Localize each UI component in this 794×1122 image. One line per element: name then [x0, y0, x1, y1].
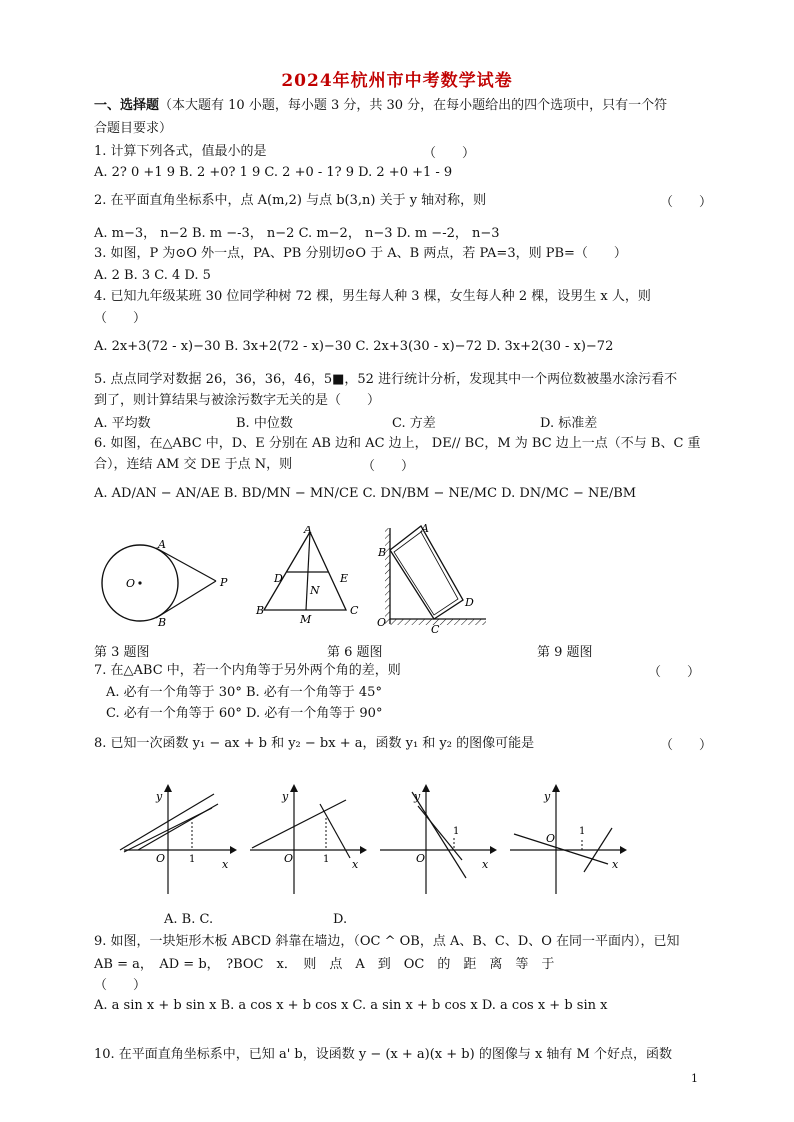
graph-b-origin: O	[284, 852, 294, 865]
q5-stem-2: 到了，则计算结果与被涂污数字无关的是（ ）	[94, 393, 381, 408]
q5-option-b: B. 中位数	[236, 416, 293, 431]
q8-option-labels-abc: A. B. C.	[164, 912, 214, 927]
q1-options: A. 2? 0 +1 9 B. 2 +0? 1 9 C. 2 +0 - 1? 9 D. 2 +0 +1 - 9	[94, 165, 453, 180]
q7-options-cd: C. 必有一个角等于 60° D. 必有一个角等于 90°	[106, 706, 383, 721]
graph-c-y: y	[414, 790, 421, 803]
fig3-label-b: B	[158, 616, 167, 628]
q7-answer-paren: （ ）	[648, 665, 701, 680]
fig9-label-c: C	[431, 623, 440, 635]
fig6-label-m: M	[300, 613, 312, 626]
section-desc-2: 合题目要求）	[94, 121, 173, 136]
graph-a-one: 1	[189, 854, 196, 865]
fig6-label-e: E	[340, 572, 349, 585]
fig3-caption: 第 3 题图	[94, 645, 150, 660]
graph-b-x: x	[352, 858, 359, 871]
graph-c-x: x	[482, 858, 489, 871]
fig6-label-a: A	[304, 526, 312, 536]
q4-options: A. 2x+3(72 - x)−30 B. 3x+2(72 - x)−30 C. 2x+3(30 - x)−72 D. 3x+2(30 - x)−72	[94, 339, 614, 354]
q9-stem-3: （ ）	[94, 978, 147, 993]
graph-d-one: 1	[579, 826, 586, 837]
q8-answer-paren: （ ）	[660, 738, 713, 753]
q9-stem-2: AB = a， AD = b， ?BOC x． 则 点 A 到 OC 的 距 离 等 于	[94, 957, 555, 972]
q5-option-d: D. 标准差	[540, 416, 598, 431]
fig3-label-o: O	[126, 577, 136, 590]
fig6-label-b: B	[256, 604, 265, 617]
q8-graph-a	[118, 782, 238, 897]
q6-stem-1: 6. 如图，在△ABC 中，D、E 分别在 AB 边和 AC 边上， DE// BC，M 为 BC 边上一点（不与 B、C 重	[94, 436, 701, 451]
graph-c-origin: O	[416, 852, 426, 865]
q8-graph-d	[508, 782, 628, 897]
q8-option-label-d: D.	[333, 912, 348, 927]
q5-option-c: C. 方差	[392, 416, 436, 431]
section-heading: 一、选择题	[94, 98, 160, 113]
graph-a-y: y	[156, 790, 163, 803]
q10-stem: 10. 在平面直角坐标系中，已知 a' b，设函数 y − (x + a)(x + b) 的图像与 x 轴有 M 个好点，函数	[94, 1047, 672, 1062]
q6-stem-2: 合），连结 AM 交 DE 于点 N，则	[94, 457, 293, 472]
fig9-label-o: O	[377, 616, 387, 629]
fig9-label-b: B	[378, 546, 387, 559]
q2-stem: 2. 在平面直角坐标系中，点 A(m,2) 与点 b(3,n) 关于 y 轴对称，则	[94, 193, 487, 208]
fig3-label-p: P	[220, 576, 228, 589]
figure-6	[254, 526, 374, 626]
fig3-label-a: A	[158, 538, 166, 551]
q1-answer-paren: （ ）	[423, 146, 476, 161]
q6-answer-paren: （ ）	[362, 459, 415, 474]
graph-b-one: 1	[323, 854, 330, 865]
q9-options: A. a sin x + b sin x B. a cos x + b cos x C. a sin x + b cos x D. a cos x + b sin x	[94, 998, 608, 1013]
fig9-label-d: D	[465, 596, 474, 609]
graph-d-x: x	[612, 858, 619, 871]
fig9-caption: 第 9 题图	[537, 645, 593, 660]
graph-d-y: y	[544, 790, 551, 803]
q5-stem-1: 5. 点点同学对数据 26，36，36，46，5■，52 进行统计分析，发现其中一个两位数被墨水涂污看不	[94, 372, 678, 387]
q4-stem-2: （ ）	[94, 311, 147, 326]
fig6-label-d: D	[274, 572, 283, 585]
graph-b-y: y	[282, 790, 289, 803]
q7-stem: 7. 在△ABC 中，若一个内角等于另外两个角的差，则	[94, 663, 401, 678]
q4-stem-1: 4. 已知九年级某班 30 位同学种树 72 棵，男生每人种 3 棵，女生每人种 2 棵，设男生 x 人，则	[94, 289, 651, 304]
fig6-label-c: C	[350, 604, 359, 617]
q8-graph-c	[378, 782, 498, 897]
q2-answer-paren: （ ）	[660, 195, 713, 210]
graph-a-origin: O	[156, 852, 166, 865]
q3-stem: 3. 如图，P 为⊙O 外一点，PA、PB 分别切⊙O 于 A、B 两点，若 PA=3，则 PB=（ ）	[94, 246, 627, 261]
fig9-label-a: A	[421, 522, 429, 535]
q5-option-a: A. 平均数	[94, 416, 151, 431]
q1-stem: 1. 计算下列各式，值最小的是	[94, 144, 267, 159]
graph-d-origin: O	[546, 832, 556, 845]
section-desc-1: （本大题有 10 小题，每小题 3 分，共 30 分，在每小题给出的四个选项中，只有一个符	[159, 98, 668, 113]
q9-stem-1: 9. 如图，一块矩形木板 ABCD 斜靠在墙边，（OC ^ OB，点 A、B、C、D、O 在同一平面内），已知	[94, 934, 680, 949]
exam-title: 2024年杭州市中考数学试卷	[281, 71, 513, 91]
graph-a-x: x	[222, 858, 229, 871]
figure-9	[375, 520, 495, 635]
q8-graph-b	[248, 782, 368, 897]
q6-options: A. AD/AN − AN/AE B. BD/MN − MN/CE C. DN/BM − NE/MC D. DN/MC − NE/BM	[94, 486, 637, 501]
q7-options-ab: A. 必有一个角等于 30° B. 必有一个角等于 45°	[106, 685, 382, 700]
q3-options: A. 2 B. 3 C. 4 D. 5	[94, 268, 211, 283]
figure-3	[98, 538, 238, 628]
page-number: 1	[691, 1072, 698, 1085]
fig6-label-n: N	[310, 584, 320, 597]
section-intro	[94, 96, 667, 116]
q2-options: A. m−3， n−2 B. m −-3， n−2 C. m−2， n−3 D. m −-2， n−3	[94, 226, 500, 241]
graph-c-one: 1	[453, 826, 460, 837]
q8-stem: 8. 已知一次函数 y₁ − ax + b 和 y₂ − bx + a，函数 y₁ 和 y₂ 的图像可能是	[94, 736, 535, 751]
fig6-caption: 第 6 题图	[327, 645, 383, 660]
